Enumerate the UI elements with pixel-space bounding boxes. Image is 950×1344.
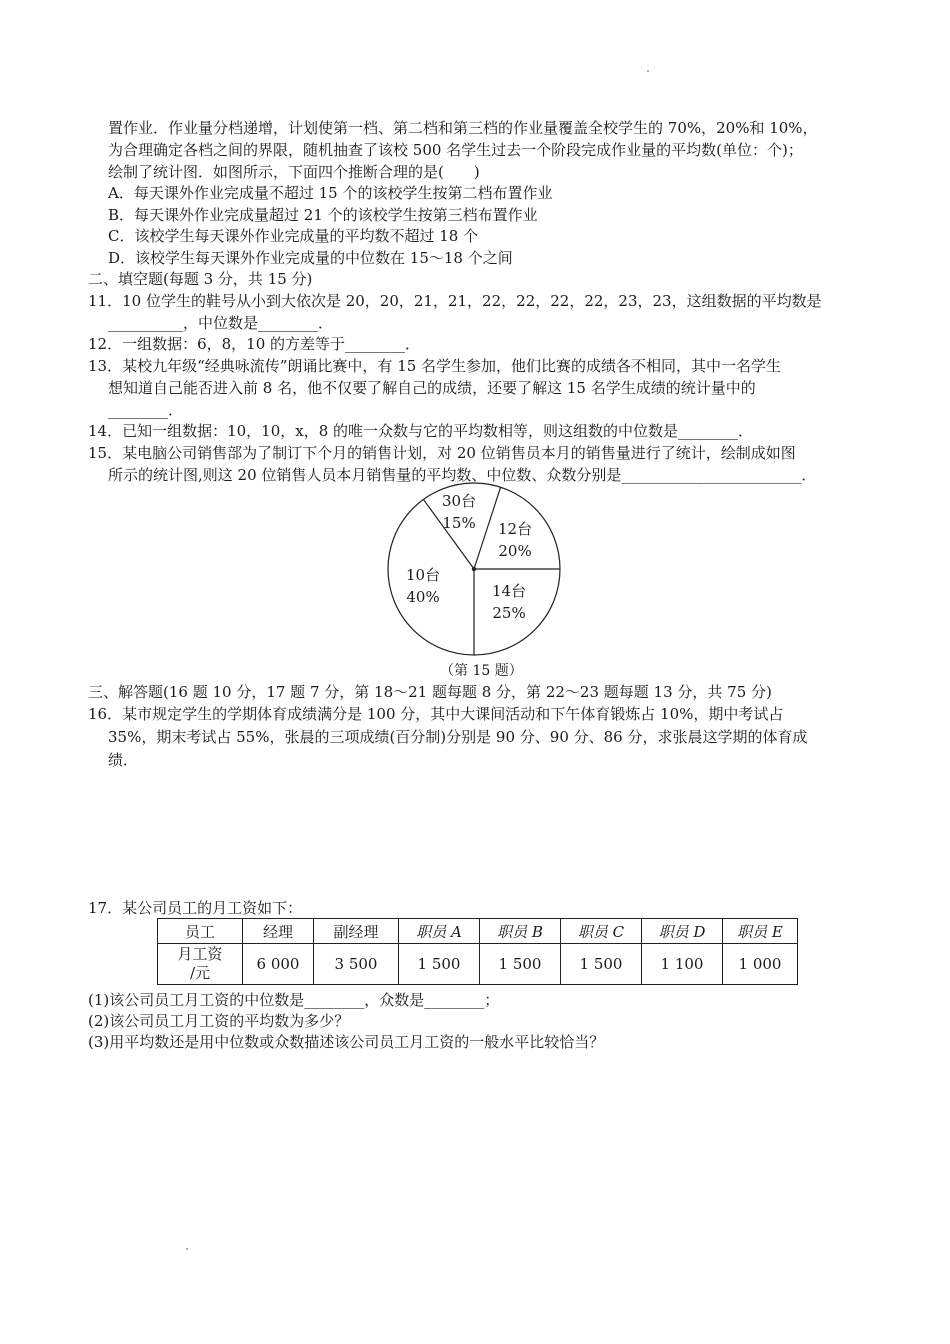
table-row-label	[158, 944, 243, 985]
q11-line2: __________，中位数是________．	[108, 314, 334, 332]
pie-slice-boundary-1	[474, 487, 501, 569]
pie-label-10-pct: 40%	[406, 588, 440, 606]
table-header-cell: 职员 B	[480, 919, 561, 944]
pie-chart	[386, 482, 566, 662]
row-label-line1: 月工资	[177, 945, 223, 963]
q16-line1: 16．某市规定学生的学期体育成绩满分是 100 分，其中大课间活动和下午体育锻炼占 10%，期中考试占	[88, 705, 784, 723]
q13-line2: 想知道自己能否进入前 8 名，他不仅要了解自己的成绩，还要了解这 15 名学生成绩的统计量中的	[108, 379, 756, 397]
pie-label-10-cat: 10台	[406, 566, 441, 584]
pie-label-12	[498, 518, 532, 562]
pie-caption: （第 15 题）	[440, 663, 523, 679]
pie-label-14	[492, 580, 526, 624]
pie-center-dot	[472, 567, 476, 571]
table-header-cell: 职员 A	[399, 919, 480, 944]
salary-table	[157, 918, 798, 985]
q11-line1: 11．10 位学生的鞋号从小到大依次是 20，20，21，21，22，22，22，22，23，23，这组数据的平均数是	[88, 292, 822, 310]
pie-label-12-pct: 20%	[498, 542, 532, 560]
q15-line1: 15．某电脑公司销售部为了制订下个月的销售计划，对 20 位销售员本月的销售量进行了统计，绘制成如图	[88, 444, 796, 462]
table-header-cell: 员工	[158, 919, 243, 944]
pie-label-10	[406, 564, 440, 608]
table-header-cell: 职员 E	[723, 919, 798, 944]
pie-label-12-cat: 12台	[498, 520, 533, 538]
pie-label-30	[442, 490, 476, 534]
q10-option-c: C．该校学生每天课外作业完成量的平均数不超过 18 个	[108, 227, 479, 245]
q17-sub1: (1)该公司员工月工资的中位数是________，众数是________；	[88, 991, 500, 1009]
q10-option-a: A．每天课外作业完成量不超过 15 个的该校学生按第二档布置作业	[108, 184, 553, 202]
table-cell: 1 500	[399, 944, 480, 985]
table-header-cell: 职员 D	[642, 919, 723, 944]
q12: 12．一组数据：6，8，10 的方差等于________．	[88, 335, 421, 353]
q16-line3: 绩．	[108, 751, 139, 769]
q10-line2: 为合理确定各档之间的界限，随机抽查了该校 500 名学生过去一个阶段完成作业量的平均数(单位：个)；	[108, 141, 803, 159]
table-cell: 1 100	[642, 944, 723, 985]
q10-option-b: B．每天课外作业完成量超过 21 个的该校学生按第三档布置作业	[108, 206, 538, 224]
table-cell: 1 000	[723, 944, 798, 985]
scan-dot	[647, 70, 649, 72]
q16-line2: 35%，期末考试占 55%，张晨的三项成绩(百分制)分别是 90 分、90 分、86 分，求张晨这学期的体育成	[108, 728, 808, 746]
q10-line3: 绘制了统计图．如图所示，下面四个推断合理的是( )	[108, 163, 480, 181]
section-fill-in-heading: 二、填空题(每题 3 分，共 15 分)	[88, 270, 313, 288]
pie-label-30-pct: 15%	[442, 514, 476, 532]
q17-intro: 17．某公司员工的月工资如下：	[88, 899, 303, 917]
table-row	[158, 944, 798, 985]
scan-dot	[186, 1248, 188, 1250]
table-cell: 1 500	[480, 944, 561, 985]
pie-label-14-pct: 25%	[492, 604, 526, 622]
table-header-cell: 副经理	[314, 919, 399, 944]
table-header-cell: 经理	[243, 919, 314, 944]
table-header-cell: 职员 C	[561, 919, 642, 944]
table-cell: 6 000	[243, 944, 314, 985]
q17-sub2: (2)该公司员工月工资的平均数为多少？	[88, 1012, 350, 1030]
q15-line2: 所示的统计图,则这 20 位销售人员本月销售量的平均数、中位数、众数分别是________________________．	[108, 466, 817, 484]
row-label-line2: /元	[189, 964, 211, 982]
q10-line1: 置作业．作业量分档递增，计划使第一档、第二档和第三档的作业量覆盖全校学生的 70%，20%和 10%，	[108, 119, 818, 137]
pie-label-14-cat: 14台	[492, 582, 527, 600]
q13-line1: 13．某校九年级“经典咏流传”朗诵比赛中，有 15 名学生参加，他们比赛的成绩各不相同，其中一名学生	[88, 357, 782, 375]
q14: 14．已知一组数据：10，10，x，8 的唯一众数与它的平均数相等，则这组数的中位数是________．	[88, 422, 754, 440]
table-cell: 1 500	[561, 944, 642, 985]
q13-line3: ________．	[108, 401, 184, 419]
pie-label-30-cat: 30台	[442, 492, 477, 510]
table-header-row	[158, 919, 798, 944]
table-cell: 3 500	[314, 944, 399, 985]
section-solve-heading: 三、解答题(16 题 10 分，17 题 7 分，第 18～21 题每题 8 分，第 22～23 题每题 13 分，共 75 分)	[88, 683, 772, 701]
q17-sub3: (3)用平均数还是用中位数或众数描述该公司员工月工资的一般水平比较恰当？	[88, 1033, 605, 1051]
q10-option-d: D．该校学生每天课外作业完成量的中位数在 15～18 个之间	[108, 249, 513, 267]
